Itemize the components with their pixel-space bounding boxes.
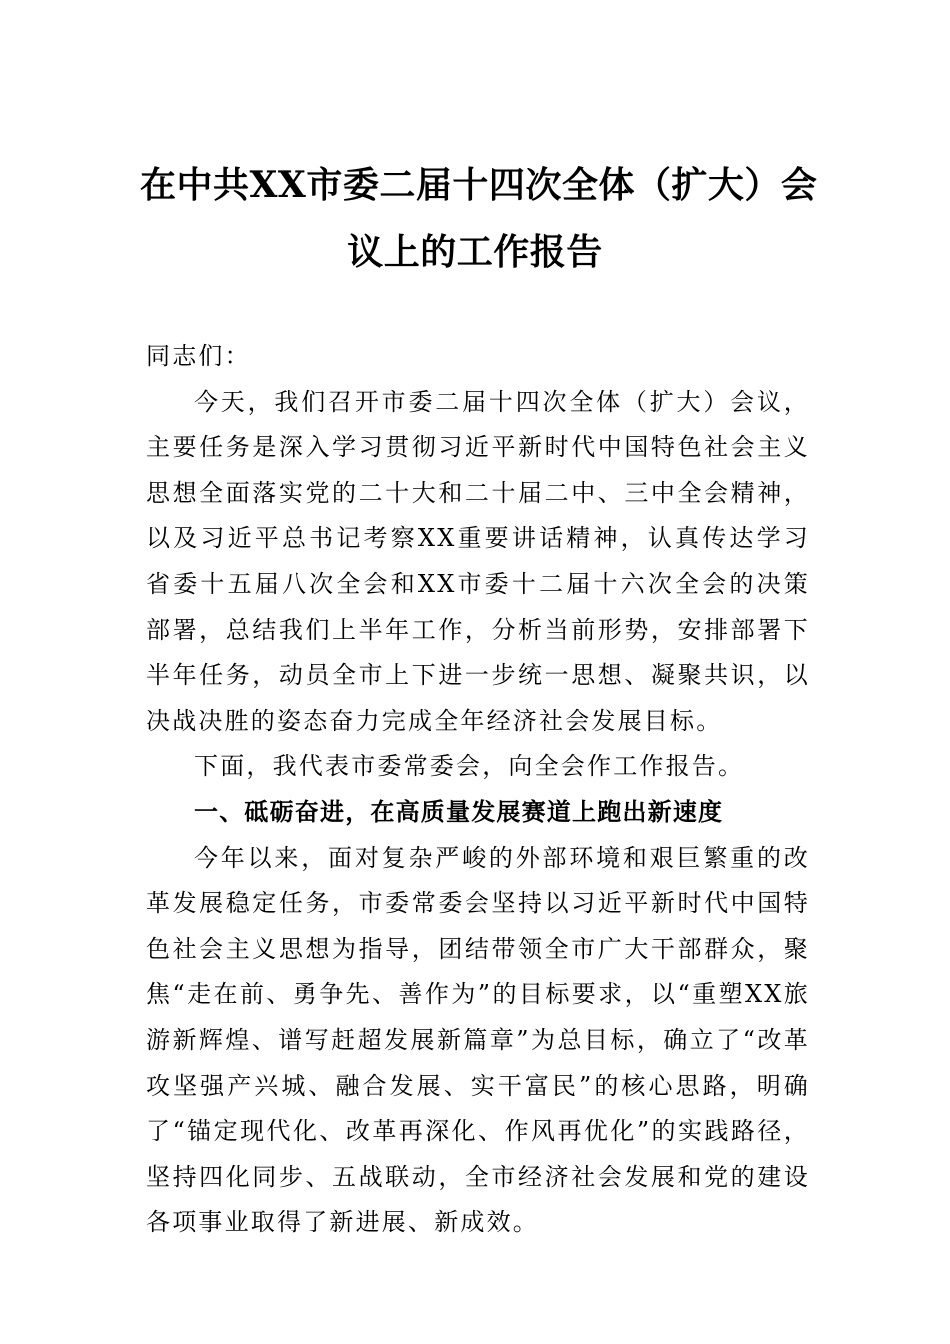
paragraph-2: 下面，我代表市委常委会，向全会作工作报告。 [194, 752, 745, 781]
salutation: 同志们： [146, 342, 251, 370]
document-body [146, 334, 810, 1246]
section-1-heading: 一、砥砺奋进，在高质量发展赛道上跑出新速度 [194, 797, 724, 826]
document-title-line-2: 议上的工作报告 [347, 231, 603, 273]
paragraph-1: 今天，我们召开市委二届十四次全体（扩大）会议，主要任务是深入学习贯彻习近平新时代中国特色社会主义思想全面落实党的二十大和二十届二中、三中全会精神，以及习近平总书记考察XX重要讲话精神，认真传达学习省委十五届八次全会和XX市委十二届十六次全会的决策部署，总结我们上半年工作，分析当前形势，安排部署下半年任务，动员全市上下进一步统一思想、凝聚共识，以决战决胜的姿态奋力完成全年经济社会发展目标。 [146, 387, 810, 735]
paragraph-3: 今年以来，面对复杂严峻的外部环境和艰巨繁重的改革发展稳定任务，市委常委会坚持以习近平新时代中国特色社会主义思想为指导，团结带领全市广大干部群众，聚焦“走在前、勇争先、善作为”的目标要求，以“重塑XX旅游新辉煌、谱写赶超发展新篇章”为总目标，确立了“改革攻坚强产兴城、融合发展、实干富民”的核心思路，明确了“锚定现代化、改革再深化、作风再优化”的实践路径，坚持四化同步、五战联动，全市经济社会发展和党的建设各项事业取得了新进展、新成效。 [146, 843, 810, 1237]
document-title-line-1: 在中共XX市委二届十四次全体（扩大）会 [140, 164, 818, 206]
